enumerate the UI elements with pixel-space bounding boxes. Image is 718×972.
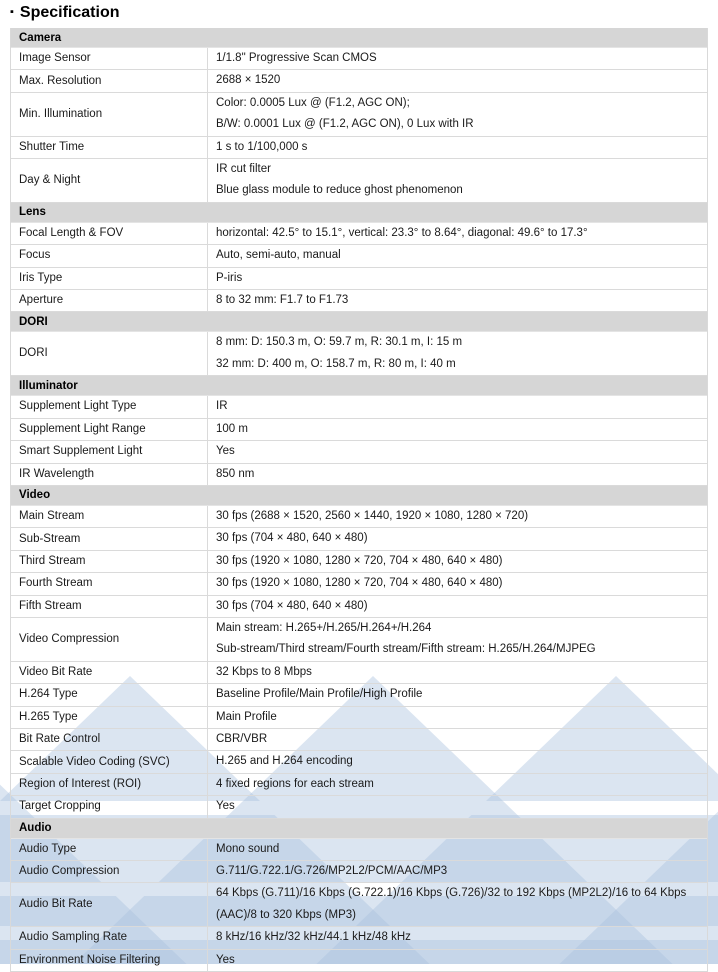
spec-value-line: 8 kHz/16 kHz/32 kHz/44.1 kHz/48 kHz (216, 931, 411, 944)
spec-row (11, 774, 707, 796)
spec-value-line: horizontal: 42.5° to 15.1°, vertical: 23.3° to 8.64°, diagonal: 49.6° to 17.3° (216, 226, 588, 239)
spec-value (208, 332, 707, 375)
spec-value (208, 839, 707, 860)
spec-row (11, 861, 707, 883)
spec-value (208, 441, 707, 462)
spec-label: IR Wavelength (11, 464, 208, 485)
spec-value-line: 1/1.8" Progressive Scan CMOS (216, 52, 377, 64)
spec-row (11, 506, 707, 528)
spec-value-line: Color: 0.0005 Lux @ (F1.2, AGC ON); (216, 96, 410, 109)
spec-value (208, 137, 707, 158)
spec-value-line: P-iris (216, 271, 243, 284)
spec-label: Bit Rate Control (11, 729, 208, 750)
spec-label: Audio Bit Rate (11, 883, 208, 926)
spec-value-line: Blue glass module to reduce ghost phenomenon (216, 184, 463, 197)
spec-value (208, 774, 707, 795)
spec-row (11, 159, 707, 203)
spec-table (10, 28, 708, 972)
spec-value-line: IR (216, 400, 228, 413)
spec-value (208, 596, 707, 617)
spec-row (11, 419, 707, 441)
spec-label: Fourth Stream (11, 573, 208, 594)
spec-value-line: 8 to 32 mm: F1.7 to F1.73 (216, 294, 349, 307)
spec-label: Min. Illumination (11, 93, 208, 136)
spec-row (11, 729, 707, 751)
spec-row (11, 684, 707, 706)
spec-label: Focus (11, 245, 208, 266)
spec-value-line: Auto, semi-auto, manual (216, 249, 341, 262)
page-title (10, 4, 718, 22)
section-header-video: Video (11, 486, 707, 506)
spec-value (208, 883, 707, 926)
spec-label: Smart Supplement Light (11, 441, 208, 462)
spec-label: Supplement Light Type (11, 396, 208, 417)
spec-label: H.265 Type (11, 707, 208, 728)
spec-value-line: Main Profile (216, 710, 277, 723)
spec-label: Focal Length & FOV (11, 223, 208, 244)
spec-value-line: 30 fps (704 × 480, 640 × 480) (216, 532, 368, 545)
spec-label: Fifth Stream (11, 596, 208, 617)
spec-label: Supplement Light Range (11, 419, 208, 440)
spec-row (11, 137, 707, 159)
spec-value-line: 2688 × 1520 (216, 74, 281, 87)
spec-value (208, 396, 707, 417)
spec-value-line: Yes (216, 445, 235, 458)
spec-row (11, 618, 707, 662)
spec-row (11, 245, 707, 267)
spec-row (11, 48, 707, 70)
spec-value-line: 30 fps (704 × 480, 640 × 480) (216, 599, 368, 612)
spec-value-line: IR cut filter (216, 163, 271, 176)
spec-row (11, 441, 707, 463)
spec-value (208, 662, 707, 683)
spec-value-line: 8 mm: D: 150.3 m, O: 59.7 m, R: 30.1 m, I: 15 m (216, 336, 463, 349)
spec-value-line: G.711/G.722.1/G.726/MP2L2/PCM/AAC/MP3 (216, 865, 448, 877)
spec-value-line: B/W: 0.0001 Lux @ (F1.2, AGC ON), 0 Lux with IR (216, 118, 474, 131)
spec-label: Video Compression (11, 618, 208, 661)
spec-label: Day & Night (11, 159, 208, 202)
spec-label: Audio Compression (11, 861, 208, 882)
spec-value-line: 850 nm (216, 467, 255, 480)
spec-label: Image Sensor (11, 48, 208, 69)
spec-value-line: 30 fps (1920 × 1080, 1280 × 720, 704 × 480, 640 × 480) (216, 554, 503, 567)
spec-row (11, 551, 707, 573)
spec-row (11, 883, 707, 927)
spec-value-line: Yes (216, 953, 235, 966)
section-header-dori: DORI (11, 312, 707, 332)
spec-label: H.264 Type (11, 684, 208, 705)
spec-row (11, 927, 707, 949)
spec-value (208, 528, 707, 549)
spec-label: Audio Type (11, 839, 208, 860)
spec-label: Environment Noise Filtering (11, 950, 208, 972)
spec-value-line: 30 fps (1920 × 1080, 1280 × 720, 704 × 480, 640 × 480) (216, 577, 503, 590)
spec-row (11, 707, 707, 729)
spec-value (208, 419, 707, 440)
spec-label: Main Stream (11, 506, 208, 527)
spec-label: Target Cropping (11, 796, 208, 817)
spec-value-line: 64 Kbps (G.711)/16 Kbps (G.722.1)/16 Kbps (G.726)/32 to 192 Kbps (MP2L2)/16 to 64 Kbps (AAC)/8 to 320 Kbps (MP3) (216, 887, 687, 921)
page-title-text: Specification (19, 4, 120, 21)
spec-row (11, 290, 707, 312)
spec-value (208, 707, 707, 728)
section-header-camera: Camera (11, 28, 707, 48)
spec-row (11, 573, 707, 595)
spec-value (208, 618, 707, 661)
spec-row (11, 839, 707, 861)
spec-value-line: 32 Kbps to 8 Mbps (216, 665, 312, 678)
spec-value (208, 464, 707, 485)
spec-value (208, 684, 707, 705)
section-header-audio: Audio (11, 819, 707, 839)
spec-value-line: 30 fps (2688 × 1520, 2560 × 1440, 1920 × 1080, 1280 × 720) (216, 509, 529, 522)
spec-label: DORI (11, 332, 208, 375)
spec-value-line: H.265 and H.264 encoding (216, 755, 353, 768)
spec-value (208, 268, 707, 289)
spec-value (208, 950, 707, 972)
spec-label: Third Stream (11, 551, 208, 572)
spec-value-line: CBR/VBR (216, 732, 268, 745)
section-header-illuminator: Illuminator (11, 376, 707, 396)
spec-row (11, 332, 707, 376)
spec-value (208, 729, 707, 750)
spec-row (11, 223, 707, 245)
spec-value-line: 32 mm: D: 400 m, O: 158.7 m, R: 80 m, I: 40 m (216, 357, 456, 370)
spec-value (208, 573, 707, 594)
spec-label: Scalable Video Coding (SVC) (11, 751, 208, 772)
spec-label: Shutter Time (11, 137, 208, 158)
spec-value-line: Mono sound (216, 842, 280, 855)
spec-value-line: 4 fixed regions for each stream (216, 777, 374, 790)
spec-value (208, 751, 707, 772)
spec-row (11, 662, 707, 684)
spec-label: Video Bit Rate (11, 662, 208, 683)
spec-label: Max. Resolution (11, 70, 208, 91)
spec-value (208, 70, 707, 91)
spec-value (208, 93, 707, 136)
spec-value (208, 223, 707, 244)
spec-value (208, 48, 707, 69)
spec-row (11, 796, 707, 818)
spec-label: Aperture (11, 290, 208, 311)
spec-label: Sub-Stream (11, 528, 208, 549)
spec-value (208, 245, 707, 266)
spec-label: Audio Sampling Rate (11, 927, 208, 948)
spec-row (11, 596, 707, 618)
spec-row (11, 268, 707, 290)
spec-row (11, 396, 707, 418)
spec-value-line: Sub-stream/Third stream/Fourth stream/Fifth stream: H.265/H.264/MJPEG (216, 643, 596, 656)
spec-value (208, 796, 707, 817)
section-header-lens: Lens (11, 203, 707, 223)
spec-value (208, 927, 707, 948)
spec-row (11, 950, 707, 972)
spec-label: Region of Interest (ROI) (11, 774, 208, 795)
spec-value-line: 1 s to 1/100,000 s (216, 140, 308, 153)
spec-row (11, 93, 707, 137)
spec-row (11, 528, 707, 550)
spec-value (208, 861, 707, 882)
spec-sheet (0, 4, 718, 972)
spec-value-line: Main stream: H.265+/H.265/H.264+/H.264 (216, 621, 432, 634)
spec-row (11, 464, 707, 486)
spec-value-line: Yes (216, 800, 235, 813)
spec-value-line: Baseline Profile/Main Profile/High Profile (216, 688, 423, 701)
spec-value-line: 100 m (216, 422, 248, 435)
spec-value (208, 159, 707, 202)
spec-value (208, 506, 707, 527)
spec-value (208, 290, 707, 311)
spec-row (11, 751, 707, 773)
spec-row (11, 70, 707, 92)
spec-value (208, 551, 707, 572)
spec-label: Iris Type (11, 268, 208, 289)
title-bullet-icon: ▪ (10, 6, 14, 18)
